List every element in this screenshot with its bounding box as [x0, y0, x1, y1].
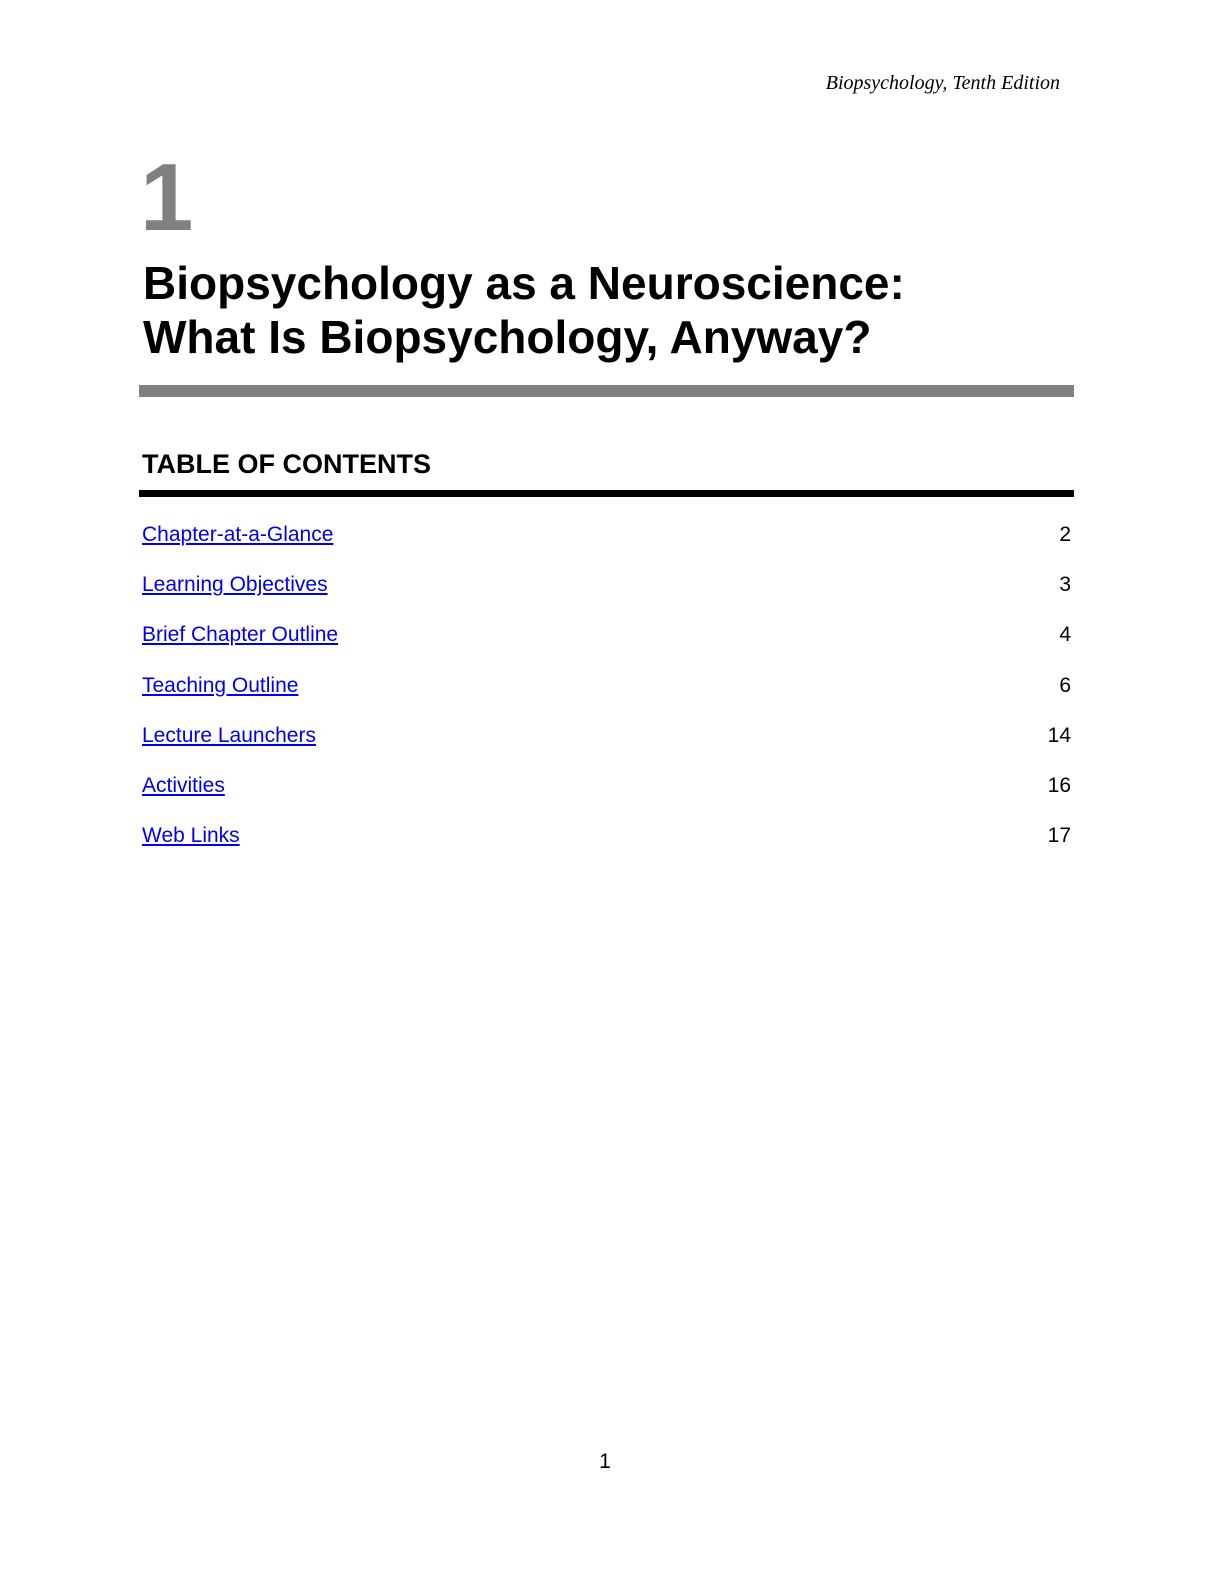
toc-item-brief-chapter-outline: [142, 620, 1071, 670]
chapter-number: 1: [140, 144, 194, 251]
page-number: 1: [599, 1450, 611, 1473]
toc-page-number: 6: [1059, 673, 1071, 697]
toc-page-number: 3: [1059, 573, 1071, 597]
toc-item-web-links: [142, 821, 1071, 871]
toc-link-lecture-launchers[interactable]: Lecture Launchers: [142, 723, 316, 747]
chapter-title: [143, 256, 1083, 364]
black-divider: [139, 490, 1074, 497]
toc-item-activities: [142, 771, 1071, 821]
chapter-title-line-1: Biopsychology as a Neuroscience:: [143, 257, 905, 309]
toc-link-teaching-outline[interactable]: Teaching Outline: [142, 673, 299, 697]
toc-list: [142, 520, 1071, 871]
toc-link-chapter-at-a-glance[interactable]: Chapter-at-a-Glance: [142, 523, 334, 546]
toc-page-number: 14: [1047, 723, 1071, 747]
toc-page-number: 2: [1059, 523, 1071, 546]
gray-divider: [139, 385, 1074, 397]
toc-page-number: 17: [1047, 824, 1071, 848]
toc-item-chapter-at-a-glance: [142, 520, 1071, 570]
toc-page-number: 4: [1059, 623, 1071, 647]
toc-link-web-links[interactable]: Web Links: [142, 824, 240, 848]
toc-item-learning-objectives: [142, 570, 1071, 620]
toc-item-lecture-launchers: [142, 721, 1071, 771]
toc-page-number: 16: [1047, 773, 1071, 797]
toc-link-brief-chapter-outline[interactable]: Brief Chapter Outline: [142, 623, 339, 647]
toc-item-teaching-outline: [142, 671, 1071, 721]
toc-link-activities[interactable]: Activities: [142, 773, 225, 797]
running-header: Biopsychology, Tenth Edition: [825, 72, 1060, 94]
toc-link-learning-objectives[interactable]: Learning Objectives: [142, 573, 328, 597]
toc-heading: TABLE OF CONTENTS: [142, 449, 431, 479]
chapter-title-line-2: What Is Biopsychology, Anyway?: [143, 311, 872, 363]
